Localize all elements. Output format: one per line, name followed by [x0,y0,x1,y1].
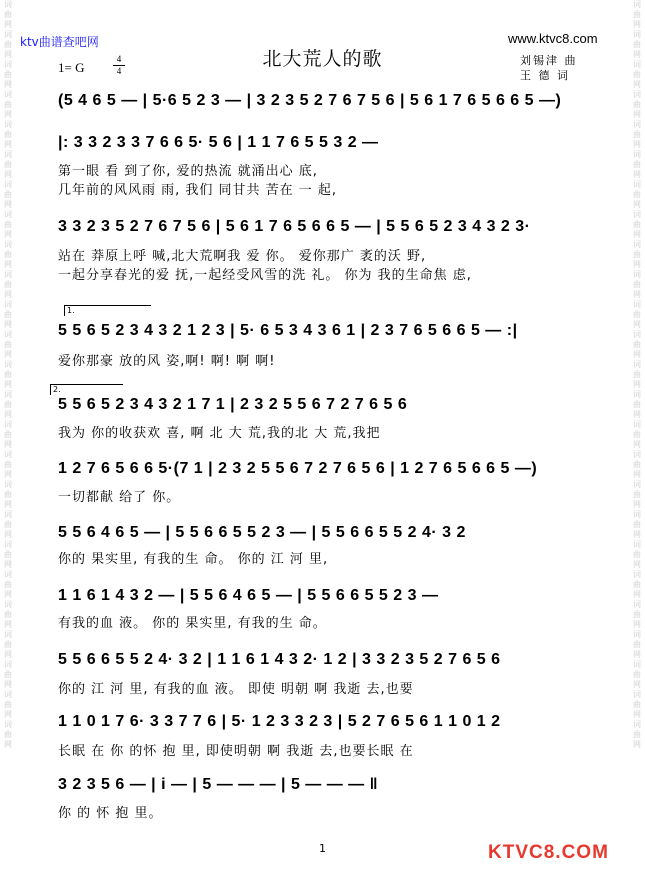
page-number: 1 [319,842,326,855]
site-url-right[interactable]: www.ktvc8.com [508,31,598,46]
key-signature: 1= G [58,60,85,75]
lyric-line: 站在 莽原上呼 喊,北大荒啊我 爱 你。 爱你那广 袤的沃 野, [58,249,427,264]
lyric-line: 你的 果实里, 有我的生 命。 你的 江 河 里, [58,552,329,567]
lyric-line: 我为 你的收获欢 喜, 啊 北 大 荒,我的北 大 荒,我把 [58,426,381,441]
song-title: 北大荒人的歌 [262,48,383,70]
notation-line: (5 4 6 5 — | 5·6 5 2 3 — | 3 2 3 5 2 7 6 7 5 6 | 5 6 1 7 6 5 6 6 5 —) [58,92,562,109]
meter-bottom: 4 [116,66,122,76]
meter-top: 4 [116,54,122,64]
lyric-line: 你 的 怀 抱 里。 [58,806,163,821]
notation-line: |: 3 3 2 3 3 7 6 6 5· 5 6 | 1 1 7 6 5 5 3 2 — [58,134,379,151]
notation-line: 5 5 6 5 2 3 4 3 2 1 2 3 | 5· 6 5 3 4 3 6 1 | 2 3 7 6 5 6 6 5 — :| [58,322,518,339]
notation-line: 5 5 6 5 2 3 4 3 2 1 7 1 | 2 3 2 5 5 6 7 2 7 6 5 6 [58,396,408,413]
notation-line: 1 1 0 1 7 6· 3 3 7 7 6 | 5· 1 2 3 3 2 3 | 5 2 7 6 5 6 1 1 0 1 2 [58,713,501,730]
lyricist-credit: 王 德 词 [520,69,570,82]
lyric-line: 爱你那豪 放的风 姿,啊! 啊! 啊 啊! [58,354,276,369]
lyric-line: 一起分享春光的爱 抚,一起经受风雪的洗 礼。 你为 我的生命焦 虑, [58,268,472,283]
notation-line: 3 2 3 5 6 — | i — | 5 — — — | 5 — — — ‖ [58,776,379,793]
side-watermark-right: 词曲网词曲网词曲网词曲网词曲网词曲网词曲网词曲网词曲网词曲网词曲网词曲网词曲网词曲网词曲网词曲网词曲网词曲网词曲网词曲网词曲网词曲网词曲网词曲网词曲网 [633,0,641,749]
volta-second-ending: 2. [50,384,123,395]
lyric-line: 几年前的风风雨 雨, 我们 同甘共 苦在 一 起, [58,183,338,198]
lyric-line: 有我的血 液。 你的 果实里, 有我的生 命。 [58,616,327,631]
lyric-line: 你的 江 河 里, 有我的血 液。 即使 明朝 啊 我逝 去,也要 [58,682,414,697]
notation-line: 5 5 6 6 5 5 2 4· 3 2 | 1 1 6 1 4 3 2· 1 2 | 3 3 2 3 5 2 7 6 5 6 [58,651,501,668]
notation-line: 5 5 6 4 6 5 — | 5 5 6 6 5 5 2 3 — | 5 5 6 6 5 5 2 4· 3 2 [58,524,466,541]
notation-line: 1 2 7 6 5 6 6 5·(7 1 | 2 3 2 5 5 6 7 2 7 6 5 6 | 1 2 7 6 5 6 6 5 —) [58,460,538,477]
site-name-left[interactable]: ktv曲谱查吧网 [20,35,99,49]
lyric-line: 长眠 在 你 的怀 抱 里, 即使明朝 啊 我逝 去,也要长眠 在 [58,744,414,759]
side-watermark-left: 词曲网词曲网词曲网词曲网词曲网词曲网词曲网词曲网词曲网词曲网词曲网词曲网词曲网词曲网词曲网词曲网词曲网词曲网词曲网词曲网词曲网词曲网词曲网词曲网词曲网 [4,0,12,749]
notation-line: 1 1 6 1 4 3 2 — | 5 5 6 4 6 5 — | 5 5 6 6 5 5 2 3 — [58,587,439,604]
volta-first-ending: 1. [64,305,151,316]
lyric-line: 第一眼 看 到了你, 爱的热流 就涌出心 底, [58,164,318,179]
notation-line: 3 3 2 3 5 2 7 6 7 5 6 | 5 6 1 7 6 5 6 6 5 — | 5 5 6 5 2 3 4 3 2 3· [58,218,531,235]
time-signature [113,55,125,76]
lyric-line: 一切都献 给了 你。 [58,490,181,505]
composer-credit: 刘锡津 曲 [520,54,578,67]
site-logo[interactable]: KTVC8.COM [488,842,609,863]
